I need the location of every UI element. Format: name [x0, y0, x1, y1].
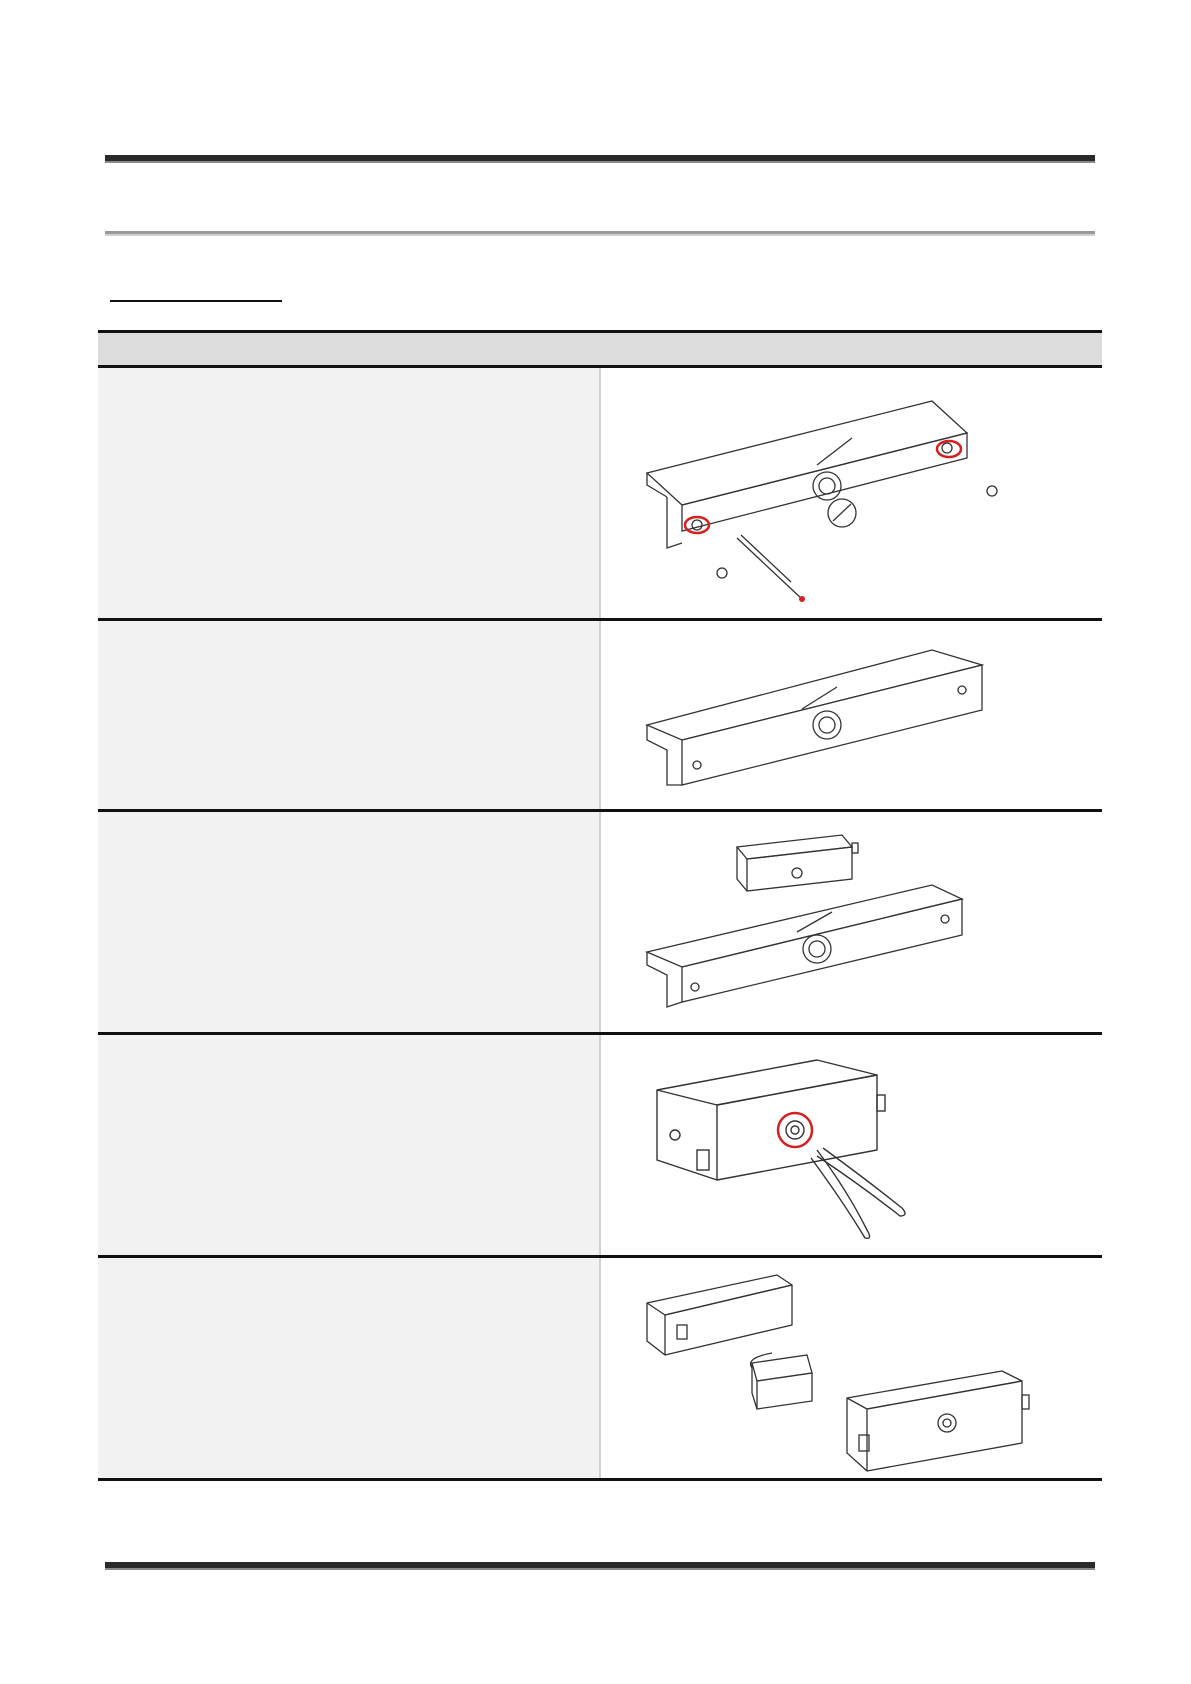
step-text-cell [98, 811, 600, 1034]
table-header-row [98, 332, 1102, 367]
step-figure-cell [600, 1034, 1102, 1257]
step-figure-cell [600, 620, 1102, 811]
table-row [98, 1034, 1102, 1257]
section-rule [105, 231, 1095, 236]
step-text-cell [98, 620, 600, 811]
step-figure-cell [600, 811, 1102, 1034]
header-rule [105, 155, 1095, 163]
table-header-cell [98, 332, 1102, 367]
procedure-table [98, 330, 1102, 1481]
step-text-cell [98, 367, 600, 620]
step-text-cell [98, 1034, 600, 1257]
table-row [98, 1257, 1102, 1480]
table-row [98, 811, 1102, 1034]
subheading-underline [110, 300, 282, 302]
bar-assembly-figure [637, 625, 1067, 805]
module-with-pliers-figure [637, 1040, 1067, 1250]
step-text-cell [98, 1257, 600, 1480]
bar-with-screws-and-screwdriver-figure [637, 373, 1067, 613]
step-figure-cell [600, 367, 1102, 620]
table-row [98, 620, 1102, 811]
step-figure-cell [600, 1257, 1102, 1480]
table-row [98, 367, 1102, 620]
bar-with-module-figure [637, 817, 1067, 1027]
footer-rule [105, 1562, 1095, 1570]
module-exploded-figure [637, 1263, 1067, 1473]
